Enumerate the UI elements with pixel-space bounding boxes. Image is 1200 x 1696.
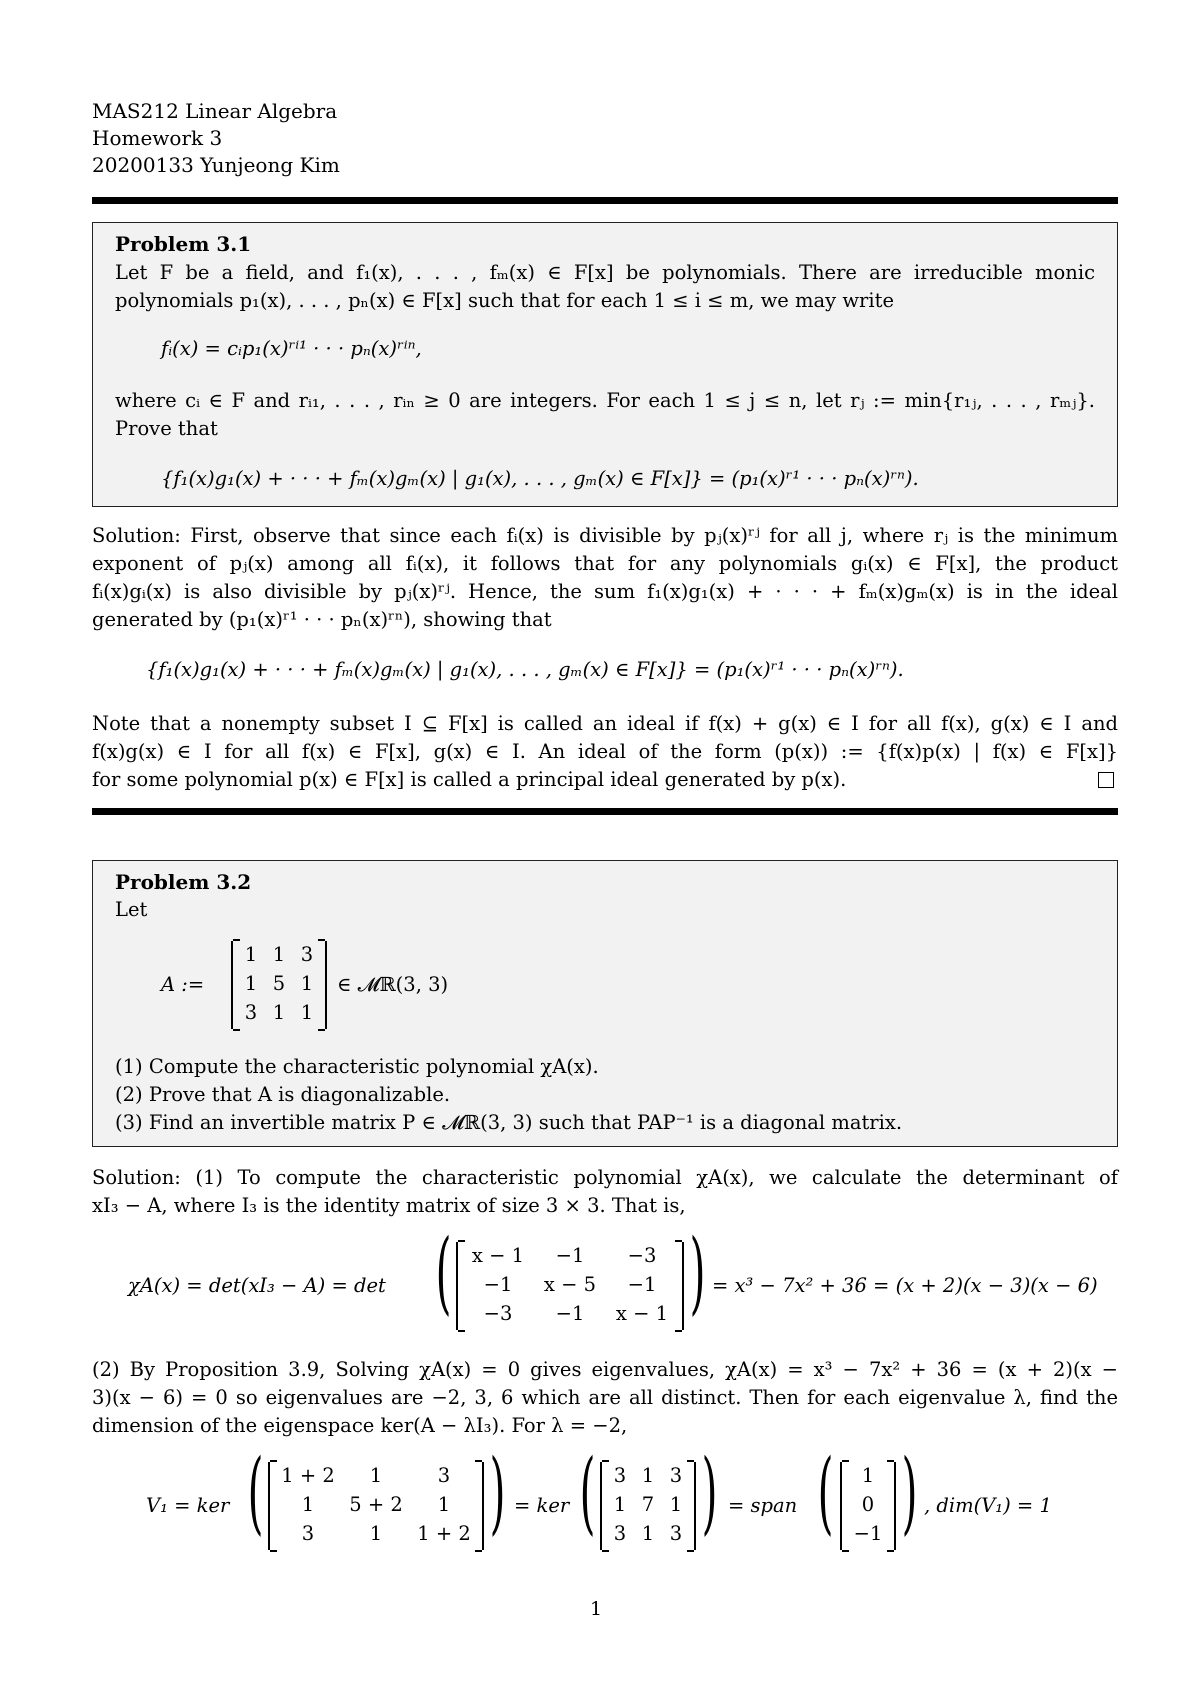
eigenvector: [840, 1462, 896, 1550]
right-paren: ): [901, 1440, 918, 1545]
solution-text: exponent of pⱼ(x) among all fᵢ(x), it follows that for any polynomials gᵢ(x) ∈ F[x], the product: [92, 552, 1118, 575]
section-rule: [92, 808, 1118, 815]
right-paren: ): [489, 1440, 506, 1545]
matrix-cell: −1: [555, 1244, 585, 1267]
matrix-cell: −1: [627, 1273, 657, 1296]
matrix-cell: 3: [244, 1001, 258, 1024]
solution-text: Note that a nonempty subset I ⊆ F[x] is called an ideal if f(x) + g(x) ∈ I for all f(x), g(x) ∈ I and: [92, 712, 1118, 735]
matrix-cell: −1: [483, 1273, 513, 1296]
matrix-label: A :=: [161, 973, 205, 996]
qed-square-icon: [1098, 772, 1114, 788]
matrix-cell: 7: [641, 1493, 655, 1516]
matrix-cell: 1: [300, 1001, 314, 1024]
solution-equation: {f₁(x)g₁(x) + · · · + fₘ(x)gₘ(x) | g₁(x), . . . , gₘ(x) ∈ F[x]} = (p₁(x)ʳ¹ · · · pₙ(x)ʳⁿ).: [146, 658, 904, 681]
matrix-cell: −3: [627, 1244, 657, 1267]
eigenspace-mid: = ker: [514, 1494, 570, 1517]
problem-text: Let F be a field, and f₁(x), . . . , fₘ(x) ∈ F[x] be polynomials. There are irreducible monic: [115, 261, 1095, 284]
matrix-space: ∈ 𝓜ℝ(3, 3): [337, 973, 449, 996]
matrix-a: [231, 941, 327, 1029]
left-paren: (: [247, 1440, 264, 1545]
question-2: (2) Prove that A is diagonalizable.: [115, 1083, 451, 1106]
right-paren: ): [689, 1220, 706, 1325]
problem-equation: {f₁(x)g₁(x) + · · · + fₘ(x)gₘ(x) | g₁(x), . . . , gₘ(x) ∈ F[x]} = (p₁(x)ʳ¹ · · · pₙ(x)ʳⁿ).: [161, 467, 919, 490]
matrix-cell: 1: [641, 1464, 655, 1487]
eigen-matrix-2: [600, 1462, 696, 1550]
problem-3-1-box: [92, 222, 1118, 507]
matrix-cell: 1: [613, 1493, 627, 1516]
matrix-cell: 1: [437, 1493, 451, 1516]
solution-text: generated by (p₁(x)ʳ¹ · · · pₙ(x)ʳⁿ), showing that: [92, 608, 552, 631]
matrix-cell: 1: [369, 1464, 383, 1487]
matrix-cell: 3: [669, 1522, 683, 1545]
left-paren: (: [817, 1440, 834, 1545]
right-paren: ): [701, 1440, 718, 1545]
matrix-cell: 1: [244, 943, 258, 966]
matrix-cell: 3: [613, 1464, 627, 1487]
solution-text: 3)(x − 6) = 0 so eigenvalues are −2, 3, 6 which are all distinct. Then for each eigenvalue λ, find the: [92, 1386, 1118, 1409]
matrix-cell: 5 + 2: [349, 1493, 403, 1516]
char-poly-rhs: = x³ − 7x² + 36 = (x + 2)(x − 3)(x − 6): [712, 1274, 1098, 1297]
matrix-cell: 1 + 2: [281, 1464, 335, 1487]
solution-text: Solution: (1) To compute the characteristic polynomial χA(x), we calculate the determinant of: [92, 1166, 1118, 1189]
course-title: MAS212 Linear Algebra: [92, 99, 338, 123]
matrix-cell: 3: [300, 943, 314, 966]
matrix-cell: x − 5: [543, 1273, 597, 1296]
matrix-cell: 3: [669, 1464, 683, 1487]
char-matrix: [456, 1242, 684, 1330]
matrix-cell: 1: [301, 1493, 315, 1516]
matrix-cell: 1 + 2: [417, 1522, 471, 1545]
char-poly-lhs: χA(x) = det(xI₃ − A) = det: [128, 1274, 386, 1297]
matrix-cell: 1: [300, 972, 314, 995]
page-number: 1: [590, 1598, 603, 1620]
matrix-cell: x − 1: [471, 1244, 525, 1267]
matrix-cell: 1: [272, 1001, 286, 1024]
solution-text: dimension of the eigenspace ker(A − λI₃). For λ = −2,: [92, 1414, 628, 1437]
student-info: 20200133 Yunjeong Kim: [92, 153, 340, 177]
eigen-matrix-1: [268, 1462, 484, 1550]
matrix-cell: −1: [555, 1302, 585, 1325]
matrix-cell: 3: [301, 1522, 315, 1545]
left-paren: (: [435, 1220, 452, 1325]
vector-cell: −1: [853, 1522, 883, 1545]
problem-text: Prove that: [115, 417, 218, 440]
solution-text: (2) By Proposition 3.9, Solving χA(x) = 0 gives eigenvalues, χA(x) = x³ − 7x² + 36 = (x + 2)(x −: [92, 1358, 1118, 1381]
solution-text: for some polynomial p(x) ∈ F[x] is called a principal ideal generated by p(x).: [92, 768, 847, 791]
left-paren: (: [579, 1440, 596, 1545]
matrix-cell: 1: [272, 943, 286, 966]
matrix-cell: −3: [483, 1302, 513, 1325]
question-3: (3) Find an invertible matrix P ∈ 𝓜ℝ(3, 3) such that PAP⁻¹ is a diagonal matrix.: [115, 1111, 903, 1134]
eigenspace-lhs: V₁ = ker: [146, 1494, 230, 1517]
question-1: (1) Compute the characteristic polynomial χA(x).: [115, 1055, 599, 1078]
problem-text: Let: [115, 898, 148, 921]
span-label: = span: [728, 1494, 798, 1517]
problem-text: polynomials p₁(x), . . . , pₙ(x) ∈ F[x] such that for each 1 ≤ i ≤ m, we may write: [115, 289, 894, 312]
problem-text: where cᵢ ∈ F and rᵢ₁, . . . , rᵢₙ ≥ 0 are integers. For each 1 ≤ j ≤ n, let rⱼ := min{r₁ⱼ, . . . , rₘⱼ}.: [115, 389, 1095, 412]
section-rule: [92, 197, 1118, 204]
matrix-cell: 1: [669, 1493, 683, 1516]
homework-number: Homework 3: [92, 126, 223, 150]
solution-text: f(x)g(x) ∈ I for all f(x) ∈ F[x], g(x) ∈ I. An ideal of the form (p(x)) := {f(x)p(x) | f(x) ∈ F[x]}: [92, 740, 1118, 763]
problem-3-2-box: [92, 860, 1118, 1147]
problem-title: Problem 3.1: [115, 232, 252, 256]
matrix-cell: 5: [272, 972, 286, 995]
problem-title: Problem 3.2: [115, 870, 252, 894]
problem-equation: fᵢ(x) = cᵢp₁(x)ʳⁱ¹ · · · pₙ(x)ʳⁱⁿ,: [161, 337, 422, 360]
matrix-cell: 1: [641, 1522, 655, 1545]
solution-text: Solution: First, observe that since each fᵢ(x) is divisible by pⱼ(x)ʳʲ for all j, where rⱼ is the minimum: [92, 524, 1118, 547]
matrix-cell: 3: [613, 1522, 627, 1545]
matrix-cell: 3: [437, 1464, 451, 1487]
document-header: [92, 98, 340, 179]
solution-text: xI₃ − A, where I₃ is the identity matrix of size 3 × 3. That is,: [92, 1194, 686, 1217]
eigenspace-dim: , dim(V₁) = 1: [924, 1494, 1052, 1517]
vector-cell: 0: [861, 1493, 875, 1516]
solution-text: fᵢ(x)gᵢ(x) is also divisible by pⱼ(x)ʳʲ. Hence, the sum f₁(x)g₁(x) + · · · + fₘ(x)gₘ(x) is in the ideal: [92, 580, 1118, 603]
matrix-cell: 1: [244, 972, 258, 995]
vector-cell: 1: [861, 1464, 875, 1487]
matrix-cell: 1: [369, 1522, 383, 1545]
matrix-cell: x − 1: [615, 1302, 669, 1325]
